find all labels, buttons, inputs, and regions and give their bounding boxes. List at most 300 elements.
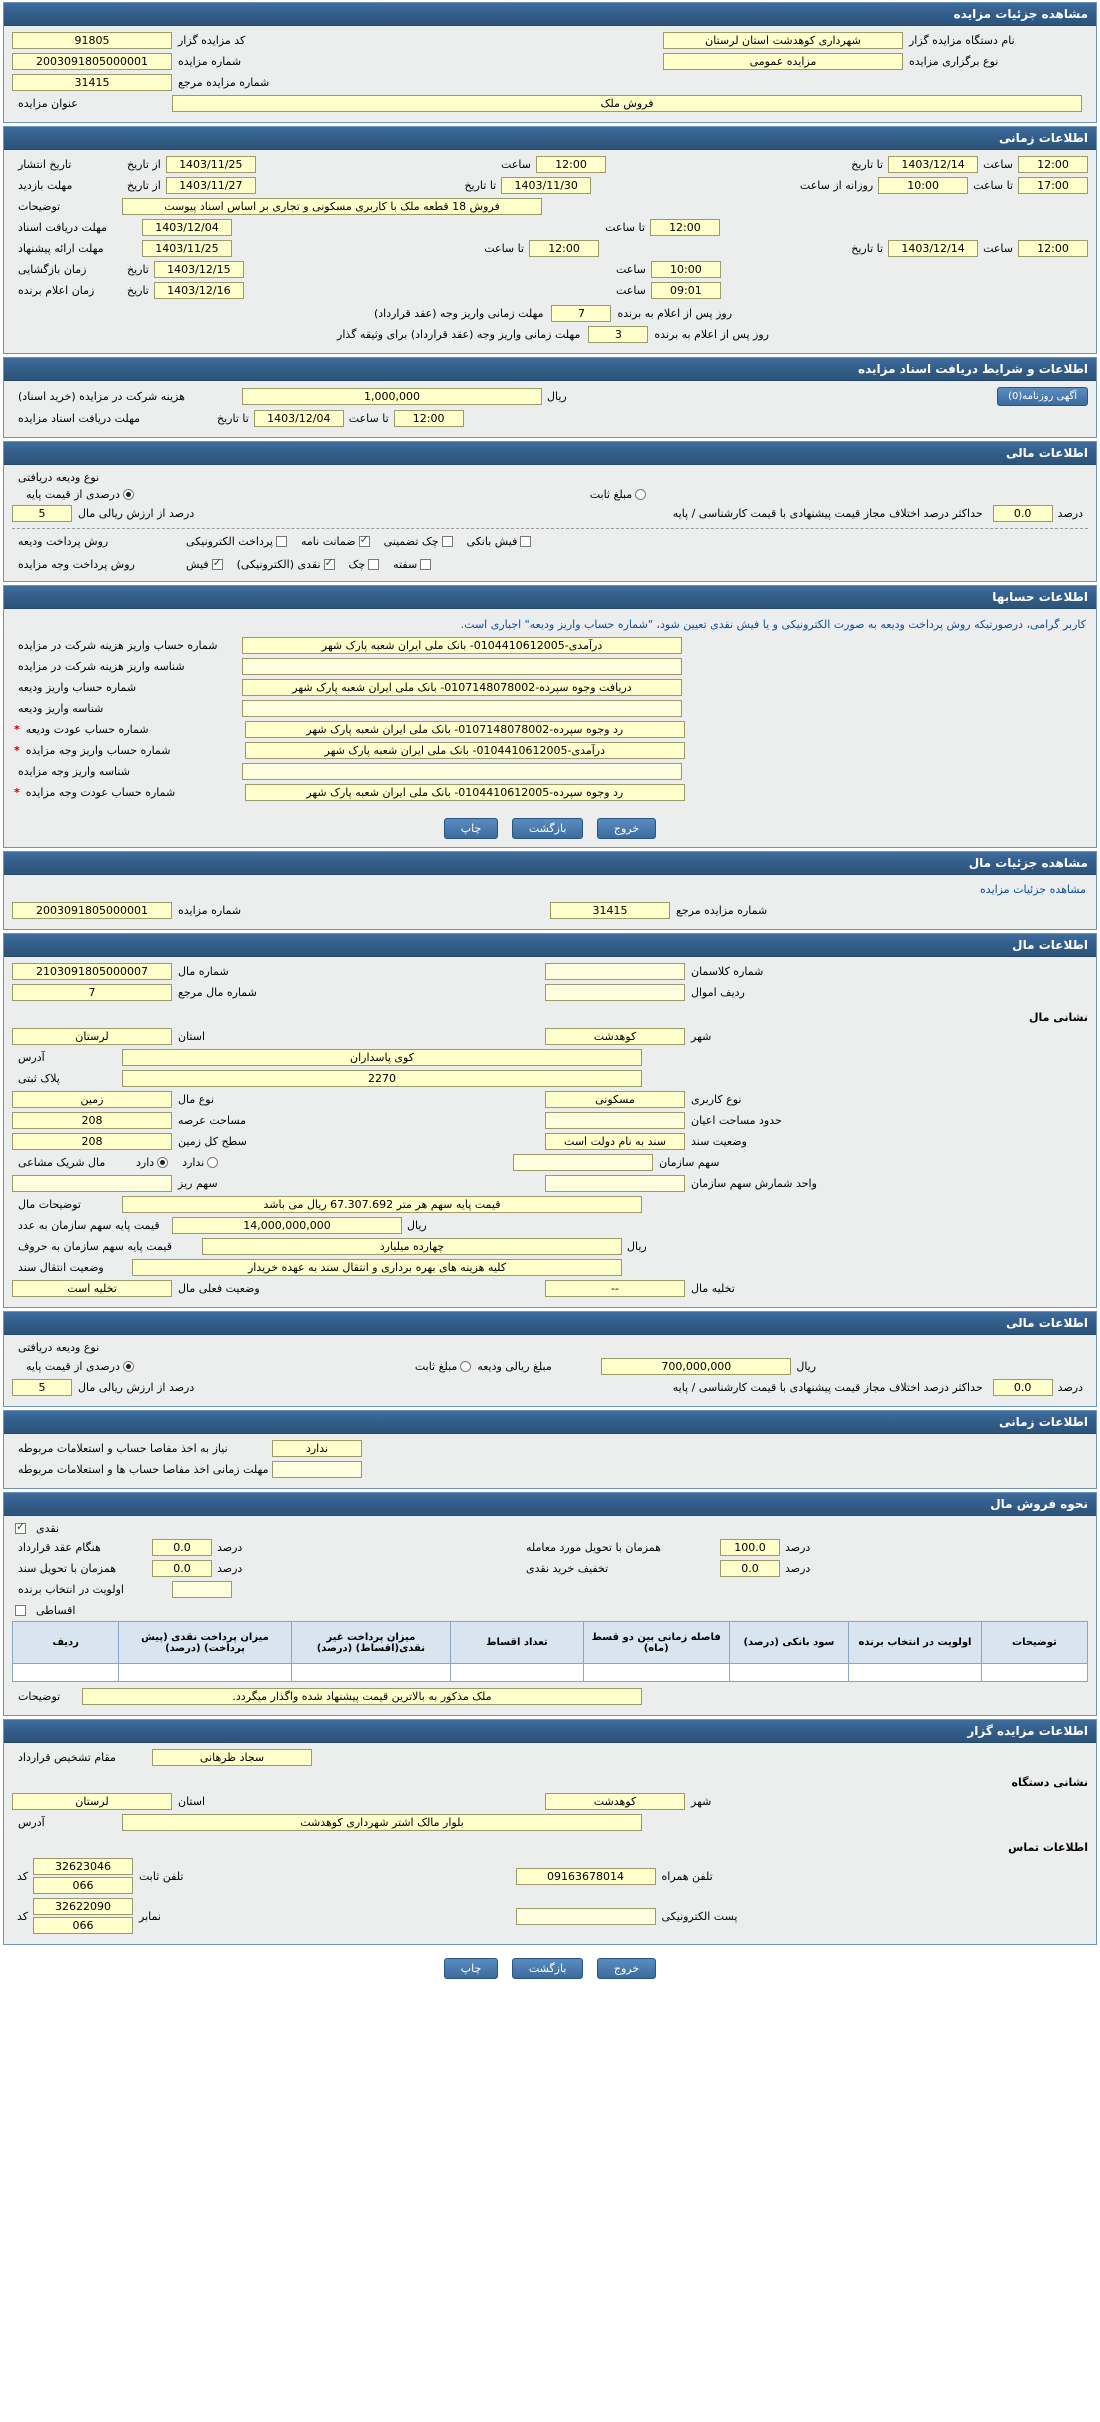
shared-has-option[interactable]	[136, 1156, 168, 1169]
deposit-method-electronic[interactable]	[186, 535, 287, 548]
checkbox-promissory-icon[interactable]	[420, 559, 431, 570]
prop-deposit-amount-label: مبلغ ریالی ودیعه	[477, 1360, 552, 1373]
contact-header: اطلاعات تماس	[1008, 1841, 1088, 1854]
building-area-value[interactable]	[545, 1112, 685, 1129]
org-address-value[interactable]: بلوار مالک اشتر شهرداری کوهدشت	[122, 1814, 642, 1831]
publish-to-time[interactable]: 12:00	[1018, 156, 1088, 173]
org-address-header: نشانی دستگاه	[1011, 1776, 1088, 1789]
account-value-7[interactable]: رد وجوه سپرده-0104410612005- بانک ملی ایران شعبه پارک شهر	[245, 784, 685, 801]
base-price-unit: ریال	[407, 1219, 427, 1232]
clearance-need-label: نیاز به اخذ مفاصا حساب و استعلامات مربوطه	[18, 1442, 228, 1455]
checkbox-guarantee-icon[interactable]	[359, 536, 370, 547]
checkbox-installment-icon[interactable]	[15, 1605, 26, 1616]
installment-table-header-row	[13, 1622, 1088, 1664]
auction-pay-label: روش پرداخت وجه مزایده	[18, 558, 135, 571]
prop-deposit-type-label: نوع ودیعه دریافتی	[18, 1341, 100, 1354]
docs-receive-time-label: تا ساعت	[605, 221, 645, 234]
account-label-1: شناسه واریز هزینه شرکت در مزایده	[18, 660, 185, 673]
required-marker-5: *	[14, 744, 20, 757]
doc-status-value[interactable]: سند به نام دولت است	[545, 1133, 685, 1150]
property-city-value[interactable]: کوهدشت	[545, 1028, 685, 1045]
offer-end-label: تا تاریخ	[851, 242, 884, 255]
section-header-property-financial: اطلاعات مالی	[4, 1312, 1096, 1335]
deposit-method-bank-receipt[interactable]	[467, 535, 532, 548]
checkbox-cash-icon[interactable]	[15, 1523, 26, 1534]
th-noncash: میزان پرداخت غیر نقدی(اقساط) (درصد)	[291, 1622, 450, 1664]
fax-code-label: کد	[16, 1909, 28, 1923]
ref-auction-number-value[interactable]: 31415	[12, 74, 172, 91]
docs-receive-label: مهلت دریافت اسناد	[18, 221, 107, 234]
email-value[interactable]	[516, 1908, 656, 1925]
pay-method-promissory[interactable]	[393, 558, 431, 571]
deposit-days-suffix: روز پس از اعلام به برنده	[617, 307, 733, 320]
org-share-label: سهم سازمان	[659, 1156, 720, 1169]
property-desc-label: توضیحات مال	[18, 1198, 81, 1211]
publish-date[interactable]: 1403/11/25	[166, 156, 256, 173]
transfer-status-label: وضعیت انتقال سند	[18, 1261, 104, 1274]
offer-end-date[interactable]: 1403/12/14	[888, 240, 978, 257]
property-area-value[interactable]: 208	[12, 1112, 172, 1129]
deposit-method-electronic-label: پرداخت الکترونیکی	[186, 535, 273, 548]
clearance-deadline-label: مهلت زمانی اخذ مفاصا حساب ها و استعلامات مربوطه	[18, 1463, 269, 1476]
base-price-label: قیمت پایه سهم سازمان به عدد	[18, 1219, 160, 1232]
delivery-value[interactable]: 100.0	[720, 1539, 780, 1556]
shared-label: مال شریک مشاعی	[18, 1156, 106, 1169]
ref-auction-number-label: شماره مزایده مرجع	[178, 76, 270, 89]
accounts-button-bar	[4, 811, 1096, 847]
total-area-value[interactable]: 208	[12, 1133, 172, 1150]
print-button[interactable]: چاپ	[444, 1958, 499, 1979]
percent-value[interactable]: 5	[12, 505, 72, 522]
back-button[interactable]: بازگشت	[512, 1958, 584, 1979]
contract-officer-value[interactable]: سجاد ظرهانی	[152, 1749, 312, 1766]
panel-property-info	[3, 933, 1097, 1308]
doc-delivery-unit: درصد	[217, 1562, 243, 1575]
radio-prop-fixed-icon[interactable]	[460, 1361, 471, 1372]
fixed-option-label: مبلغ ثابت	[589, 488, 633, 501]
percent-value-label: درصد از ارزش ریالی مال	[78, 507, 195, 520]
account-label-0: شماره حساب واریز هزینه شرکت در مزایده	[18, 639, 218, 652]
checkbox-certified-check-icon[interactable]	[442, 536, 453, 547]
prop-fixed-label: مبلغ ثابت	[414, 1360, 458, 1373]
section-header-property-info: اطلاعات مال	[4, 934, 1096, 957]
table-row	[13, 1664, 1088, 1682]
account-value-2[interactable]: دریافت وجوه سپرده-0107148078002- بانک ملی ایران شعبه پارک شهر	[242, 679, 682, 696]
guarantee-days-suffix: روز پس از اعلام به برنده	[654, 328, 769, 341]
phone-label: تلفن ثابت	[139, 1869, 184, 1883]
phone-value[interactable]: 32623046	[33, 1858, 133, 1875]
phone-code-label: کد	[16, 1869, 28, 1883]
deposit-type-percent-option[interactable]	[26, 488, 134, 501]
deposit-method-bank-receipt-label: فیش بانکی	[466, 535, 518, 548]
checkbox-receipt-icon[interactable]	[212, 559, 223, 570]
checkbox-cash-electronic-icon[interactable]	[324, 559, 335, 570]
open-date-label: تاریخ	[126, 263, 149, 276]
account-label-4: شماره حساب عودت ودیعه	[25, 723, 149, 736]
publish-time[interactable]: 12:00	[536, 156, 606, 173]
section-header-time-info: اطلاعات زمانی	[4, 127, 1096, 150]
sale-method-body	[4, 1516, 1096, 1715]
micro-share-value[interactable]	[12, 1175, 172, 1192]
th-priority: اولویت در انتخاب برنده	[849, 1622, 982, 1664]
prop-max-diff-label: حداکثر درصد اختلاف مجاز قیمت پیشنهادی با قیمت کارشناسی / پایه	[672, 1381, 983, 1394]
asset-row-value[interactable]	[545, 984, 685, 1001]
doc-delivery-value[interactable]: 0.0	[152, 1560, 212, 1577]
auction-type-label: نوع برگزاری مزایده	[909, 55, 999, 68]
ref-property-label: شماره مال مرجع	[178, 986, 257, 999]
publish-to-date[interactable]: 1403/12/14	[888, 156, 978, 173]
exit-button[interactable]: خروج	[597, 1958, 656, 1979]
contract-label: هنگام عقد قرارداد	[18, 1541, 101, 1554]
prop-percent-option[interactable]	[26, 1360, 134, 1373]
property-financial-body	[4, 1335, 1096, 1406]
winner-time-label: ساعت	[615, 284, 646, 297]
offer-time[interactable]: 12:00	[529, 240, 599, 257]
visit-daily-label: روزانه از ساعت	[799, 179, 874, 192]
account-value-3[interactable]	[242, 700, 682, 717]
deposit-method-guarantee[interactable]	[301, 535, 370, 548]
org-address-label: آدرس	[18, 1816, 45, 1829]
fax-code-value[interactable]: 066	[33, 1917, 133, 1934]
auction-number-label: شماره مزایده	[178, 55, 242, 68]
doc-status-label: وضعیت سند	[691, 1135, 747, 1148]
account-label-5: شماره حساب واریز وجه مزایده	[25, 744, 171, 757]
back-button-top[interactable]: بازگشت	[512, 818, 584, 839]
installment-table	[12, 1621, 1088, 1682]
shared-not-option[interactable]	[182, 1156, 218, 1169]
docs-info-body	[4, 381, 1096, 437]
offer-label: مهلت ارائه پیشنهاد	[17, 242, 104, 255]
account-row	[12, 700, 1088, 717]
radio-shared-not-icon[interactable]	[207, 1157, 218, 1168]
installment-label: اقساطی	[36, 1604, 76, 1617]
panel-organizer-info	[3, 1719, 1097, 1945]
checkbox-check-icon[interactable]	[368, 559, 379, 570]
deposit-days-value[interactable]: 7	[551, 305, 611, 322]
transfer-status-value[interactable]: کلیه هزینه های بهره برداری و انتقال سند به عهده خریدار	[132, 1259, 622, 1276]
org-city-label: شهر	[691, 1795, 712, 1808]
delivery-unit: درصد	[785, 1541, 811, 1554]
time-desc-label: توضیحات	[18, 200, 61, 213]
property-type-label: نوع مال	[178, 1093, 215, 1106]
clearance-need-value[interactable]: ندارد	[272, 1440, 362, 1457]
radio-percent-icon[interactable]	[123, 489, 134, 500]
offer-end-time[interactable]: 12:00	[1018, 240, 1088, 257]
th-interest: سود بانکی (درصد)	[729, 1622, 848, 1664]
shared-has-label: دارد	[136, 1156, 155, 1169]
offer-date[interactable]: 1403/11/25	[142, 240, 232, 257]
account-row	[12, 742, 1088, 759]
org-city-value[interactable]: کوهدشت	[545, 1793, 685, 1810]
open-time-label: ساعت	[615, 263, 646, 276]
account-label-2: شماره حساب واریز ودیعه	[18, 681, 137, 694]
th-count: تعداد اقساط	[451, 1622, 584, 1664]
pay-method-check-label: چک	[348, 558, 366, 571]
th-notes: توضیحات	[981, 1622, 1087, 1664]
required-marker-4: *	[14, 723, 20, 736]
contract-value[interactable]: 0.0	[152, 1539, 212, 1556]
property-address-value[interactable]: کوی پاسداران	[122, 1049, 642, 1066]
docs-deadline-label: مهلت دریافت اسناد مزایده	[18, 412, 141, 425]
evacuation-value[interactable]: --	[545, 1280, 685, 1297]
sale-notes-value[interactable]: ملک مذکور به بالاترین قیمت پیشنهاد شده واگذار میگردد.	[82, 1688, 642, 1705]
prop-percent-value[interactable]: 5	[12, 1379, 72, 1396]
winner-date-label: تاریخ	[126, 284, 149, 297]
property-desc-value[interactable]: قیمت پایه سهم هر متر 67.307.692 ریال می باشد	[122, 1196, 642, 1213]
prop-auction-number-label: شماره مزایده	[178, 904, 242, 917]
cash-discount-value[interactable]: 0.0	[720, 1560, 780, 1577]
account-value-4[interactable]: رد وجوه سپرده-0107148078002- بانک ملی ایران شعبه پارک شهر	[245, 721, 685, 738]
base-price-words-value[interactable]: چهارده میلیارد	[202, 1238, 622, 1255]
building-area-label: حدود مساحت اعیان	[691, 1114, 782, 1127]
section-header-docs-info: اطلاعات و شرایط دریافت اسناد مزایده	[4, 358, 1096, 381]
fax-value[interactable]: 32622090	[33, 1898, 133, 1915]
contract-officer-label: مقام تشخیص قرارداد	[18, 1751, 116, 1764]
property-info-body	[4, 957, 1096, 1307]
panel-accounts-info	[3, 585, 1097, 848]
property-postal-value[interactable]: 2270	[122, 1070, 642, 1087]
base-price-value[interactable]: 14,000,000,000	[172, 1217, 402, 1234]
pay-method-promissory-label: سفته	[393, 558, 418, 571]
newspaper-ad-button[interactable]: آگهی روزنامه(0)	[997, 387, 1088, 406]
phone-code-value[interactable]: 066	[33, 1877, 133, 1894]
docs-deadline-time[interactable]: 12:00	[394, 410, 464, 427]
auction-title-value[interactable]: فروش ملک	[172, 95, 1082, 112]
deposit-method-guarantee-label: ضمانت نامه	[301, 535, 356, 548]
account-row	[12, 721, 1088, 738]
base-price-words-label: قیمت پایه سهم سازمان به حروف	[18, 1240, 172, 1253]
property-postal-label: پلاک ثبتی	[18, 1072, 60, 1085]
docs-receive-date[interactable]: 1403/12/04	[142, 219, 232, 236]
prop-deposit-amount-unit: ریال	[796, 1360, 817, 1373]
open-time[interactable]: 10:00	[651, 261, 721, 278]
docs-deadline-to-label: تا تاریخ	[217, 412, 249, 425]
visit-from-label: از تاریخ	[127, 179, 161, 192]
pay-method-receipt-label: فیش	[186, 558, 209, 571]
cash-discount-label: تخفیف خرید نقدی	[526, 1562, 609, 1575]
visit-to-time[interactable]: 17:00	[1018, 177, 1088, 194]
fee-value[interactable]: 1,000,000	[242, 388, 542, 405]
prop-auction-number-value[interactable]: 2003091805000001	[12, 902, 172, 919]
print-button-top[interactable]: چاپ	[444, 818, 499, 839]
class-number-label: شماره کلاسمان	[691, 965, 764, 978]
docs-receive-time[interactable]: 12:00	[650, 219, 720, 236]
offer-end-time-label: ساعت	[983, 242, 1013, 255]
account-row	[12, 658, 1088, 675]
checkbox-bank-receipt-icon[interactable]	[520, 536, 531, 547]
property-usage-value[interactable]: مسکونی	[545, 1091, 685, 1108]
accounts-info-body	[4, 609, 1096, 811]
email-label: پست الکترونیکی	[661, 1909, 738, 1923]
property-number-label: شماره مال	[178, 965, 229, 978]
section-header-property-details: مشاهده جزئیات مال	[4, 852, 1096, 875]
account-row	[12, 763, 1088, 780]
base-price-words-unit: ریال	[627, 1240, 647, 1253]
pay-method-check[interactable]	[349, 558, 380, 571]
property-address-header: نشانی مال	[1028, 1011, 1088, 1024]
time-info-body	[4, 150, 1096, 353]
section-header-organizer-info: اطلاعات مزایده گزار	[4, 1720, 1096, 1743]
section-header-sale-method: نحوه فروش مال	[4, 1493, 1096, 1516]
property-type-value[interactable]: زمین	[12, 1091, 172, 1108]
panel-financial-info	[3, 441, 1097, 582]
panel-time-info	[3, 126, 1097, 354]
section-header-accounts-info: اطلاعات حسابها	[4, 586, 1096, 609]
radio-prop-percent-icon[interactable]	[123, 1361, 134, 1372]
property-details-subtitle: مشاهده جزئیات مزایده	[980, 883, 1086, 896]
micro-share-label: سهم ریز	[178, 1177, 218, 1190]
financial-info-body	[4, 465, 1096, 581]
footer-button-bar	[0, 1948, 1100, 1993]
current-status-label: وضعیت فعلی مال	[178, 1282, 260, 1295]
prop-fixed-option[interactable]	[415, 1360, 471, 1373]
account-value-1[interactable]	[242, 658, 682, 675]
prop-percent-value-label: درصد از ارزش ریالی مال	[78, 1381, 195, 1394]
winner-label: زمان اعلام برنده	[17, 284, 95, 297]
share-unit-value[interactable]	[545, 1175, 685, 1192]
clearance-deadline-value[interactable]	[272, 1461, 362, 1478]
property-usage-label: نوع کاربری	[691, 1093, 742, 1106]
open-label: زمان بازگشایی	[17, 263, 87, 276]
org-province-value[interactable]: لرستان	[12, 1793, 172, 1810]
org-share-value[interactable]	[513, 1154, 653, 1171]
mobile-label: تلفن همراه	[661, 1869, 713, 1883]
property-area-label: مساحت عرصه	[178, 1114, 247, 1127]
th-index: ردیف	[13, 1622, 119, 1664]
cash-discount-unit: درصد	[785, 1562, 811, 1575]
max-diff-unit: درصد	[1057, 507, 1083, 520]
prop-max-diff-value[interactable]: 0.0	[993, 1379, 1053, 1396]
deposit-method-label: روش پرداخت ودیعه	[18, 535, 109, 548]
visit-to-date[interactable]: 1403/11/30	[501, 177, 591, 194]
prop-ref-number-label: شماره مزایده مرجع	[676, 904, 768, 917]
section-header-financial-info: اطلاعات مالی	[4, 442, 1096, 465]
max-diff-value[interactable]: 0.0	[993, 505, 1053, 522]
account-label-6: شناسه واریز وجه مزایده	[18, 765, 130, 778]
fee-unit: ریال	[547, 390, 567, 403]
guarantee-days-value[interactable]: 3	[588, 326, 648, 343]
current-status-value[interactable]: تخلیه است	[12, 1280, 172, 1297]
panel-property-financial	[3, 1311, 1097, 1407]
account-label-7: شماره حساب عودت وجه مزایده	[25, 786, 176, 799]
property-number-value[interactable]: 2103091805000007	[12, 963, 172, 980]
share-unit-label: واحد شمارش سهم سازمان	[691, 1177, 817, 1190]
panel-property-time	[3, 1410, 1097, 1489]
contract-unit: درصد	[217, 1541, 243, 1554]
visit-label: مهلت بازدید	[18, 179, 73, 192]
delivery-label: همزمان با تحویل مورد معامله	[526, 1541, 661, 1554]
deposit-type-fixed-option[interactable]	[590, 488, 646, 501]
panel-auction-details	[3, 2, 1097, 123]
th-interval: فاصله زمانی بین دو قسط (ماه)	[583, 1622, 729, 1664]
prop-ref-number-value[interactable]: 31415	[550, 902, 670, 919]
property-address-label: آدرس	[18, 1051, 45, 1064]
auction-type-value[interactable]: مزایده عمومی	[663, 53, 903, 70]
winner-time[interactable]: 09:01	[651, 282, 721, 299]
panel-property-details	[3, 851, 1097, 930]
property-time-body	[4, 1434, 1096, 1488]
organizer-code-label: کد مزایده گزار	[178, 34, 246, 47]
asset-row-label: ردیف اموال	[691, 986, 745, 999]
accounts-notice: کاربر گرامی، درصورتیکه روش پرداخت ودیعه به صورت الکترونیکی و یا فیش نقدی تعیین شود، "شماره حساب واریز ودیعه" اجباری است.	[460, 618, 1086, 631]
deposit-method-certified-check-label: چک تضمینی	[383, 535, 439, 548]
publish-label: تاریخ انتشار	[18, 158, 72, 171]
organizer-name-value[interactable]: شهرداری کوهدشت استان لرستان	[663, 32, 903, 49]
fee-label: هزینه شرکت در مزایده (خرید اسناد)	[18, 390, 185, 403]
auction-title-label: عنوان مزایده	[18, 97, 78, 110]
pay-method-cash-electronic-label: نقدی (الکترونیکی)	[236, 558, 321, 571]
account-row	[12, 679, 1088, 696]
visit-to-date-label: تا تاریخ	[464, 179, 497, 192]
account-row	[12, 784, 1088, 801]
prop-max-diff-unit: درصد	[1057, 1381, 1083, 1394]
visit-to-time-label: تا ساعت	[973, 179, 1013, 192]
offer-time-label: تا ساعت	[484, 242, 525, 255]
deposit-type-label: نوع ودیعه دریافتی	[18, 471, 100, 484]
required-marker-7: *	[14, 786, 20, 799]
publish-to-time-label: ساعت	[983, 158, 1013, 171]
panel-docs-info	[3, 357, 1097, 438]
prop-percent-label: درصدی از قیمت پایه	[25, 1360, 120, 1373]
docs-deadline-time-label: تا ساعت	[348, 412, 389, 425]
section-header-property-time: اطلاعات زمانی	[4, 1411, 1096, 1434]
priority-label: اولویت در انتخاب برنده	[18, 1583, 124, 1596]
account-value-5[interactable]: درآمدی-0104410612005- بانک ملی ایران شعبه پارک شهر	[245, 742, 685, 759]
prop-deposit-amount-value[interactable]: 700,000,000	[601, 1358, 791, 1375]
docs-deadline-date[interactable]: 1403/12/04	[254, 410, 344, 427]
property-province-value[interactable]: لرستان	[12, 1028, 172, 1045]
shared-not-label: ندارد	[182, 1156, 205, 1169]
account-label-3: شناسه واریز ودیعه	[18, 702, 104, 715]
fax-label: نمابر	[139, 1909, 161, 1923]
auction-number-value[interactable]: 2003091805000001	[12, 53, 172, 70]
class-number-value[interactable]	[545, 963, 685, 980]
radio-fixed-icon[interactable]	[635, 489, 646, 500]
exit-button-top[interactable]: خروج	[597, 818, 656, 839]
ref-property-value[interactable]: 7	[12, 984, 172, 1001]
time-desc-value[interactable]: فروش 18 قطعه ملک با کاربری مسکونی و تجاری بر اساس اسناد پیوست	[122, 198, 542, 215]
publish-time-label: ساعت	[501, 158, 531, 171]
organizer-code-value[interactable]: 91805	[12, 32, 172, 49]
organizer-name-label: نام دستگاه مزایده گزار	[909, 34, 1015, 47]
total-area-label: سطح کل زمین	[178, 1135, 247, 1148]
organizer-info-body	[4, 1743, 1096, 1944]
account-row	[12, 637, 1088, 654]
priority-value[interactable]	[172, 1581, 232, 1598]
section-header-auction-details: مشاهده جزئیات مزایده	[4, 3, 1096, 26]
winner-date[interactable]: 1403/12/16	[154, 282, 244, 299]
radio-shared-has-icon[interactable]	[157, 1157, 168, 1168]
visit-date[interactable]: 1403/11/27	[166, 177, 256, 194]
pay-method-receipt[interactable]	[186, 558, 223, 571]
account-value-0[interactable]: درآمدی-0104410612005- بانک ملی ایران شعبه پارک شهر	[242, 637, 682, 654]
open-date[interactable]: 1403/12/15	[154, 261, 244, 278]
deposit-method-certified-check[interactable]	[384, 535, 453, 548]
account-value-6[interactable]	[242, 763, 682, 780]
publish-to-label: تا تاریخ	[851, 158, 884, 171]
visit-daily-time[interactable]: 10:00	[878, 177, 968, 194]
max-diff-label: حداکثر درصد اختلاف مجاز قیمت پیشنهادی با قیمت کارشناسی / پایه	[672, 507, 983, 520]
checkbox-electronic-icon[interactable]	[276, 536, 287, 547]
pay-method-cash-electronic[interactable]	[237, 558, 335, 571]
deposit-days-label: مهلت زمانی واریز وجه (عقد قرارداد)	[373, 307, 544, 320]
property-province-label: استان	[178, 1030, 206, 1043]
mobile-value[interactable]: 09163678014	[516, 1868, 656, 1885]
org-province-label: استان	[178, 1795, 206, 1808]
panel-sale-method	[3, 1492, 1097, 1716]
property-details-body	[4, 875, 1096, 929]
property-city-label: شهر	[691, 1030, 712, 1043]
